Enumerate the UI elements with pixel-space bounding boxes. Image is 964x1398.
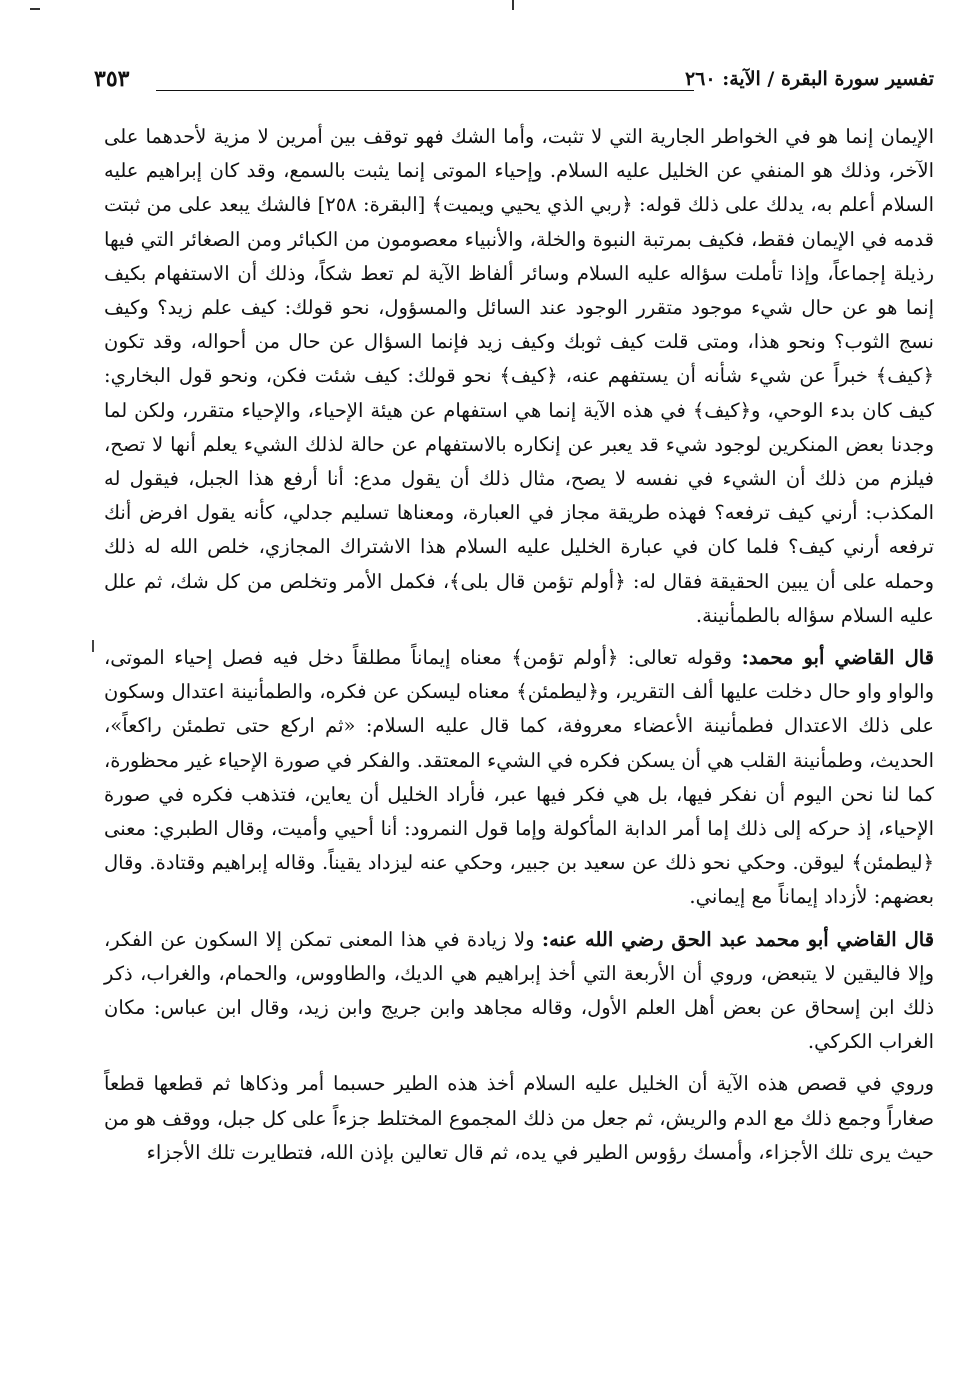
page-header (94, 62, 934, 96)
header-rule (156, 90, 694, 91)
paragraph-text: وقوله تعالى: ﴿أولم تؤمن﴾ معناه إيماناً مطلقاً دخل فيه فصل إحياء الموتى، والواو واو حال دخلت عليها ألف التقرير، و﴿ليطمئن﴾ معناه ليسكن عن فكره، والطمأنينة اعتدال وسكون على ذلك الاعتدال فطمأنينة الأعضاء معروفة، كما قال عليه السلام: «ثم اركع حتى تطمئن راكعاً»، الحديث، وطمأنينة القلب هي أن يسكن فكره في الشيء المعتقد. والفكر في صورة الإحياء غير محظورة، كما لنا نحن اليوم أن نفكر فيها، بل هي فكر فيها عبر، فأراد الخليل أن يعاين، فتذهب فكره في صورة الإحياء، إذ حركه إلى ذلك إما أمر الدابة المأكولة وإما قول النمرود: أنا أحيي وأميت، وقال الطبري: معنى ﴿ليطمئن﴾ ليوقن. وحكي نحو ذلك عن سعيد بن جبير، وحكي عنه ليزداد يقيناً. وقاله إبراهيم وقتادة. وقال بعضهم: لأزداد إيماناً مع إيماني. (104, 646, 934, 909)
paragraph (104, 120, 934, 633)
paragraph-text: وروي في قصص هذه الآية أن الخليل عليه السلام أخذ هذه الطير حسبما أمر وذكاها ثم قطعها قطعاً صغاراً وجمع ذلك مع الدم والريش، ثم جعل من ذلك المجموع المختلط جزءاً على كل جبل، ووقف هو من حيث يرى تلك الأجزاء، وأمسك رؤوس الطير في يده، ثم قال تعالين بإذن الله، فتطايرت تلك الأجزاء (104, 1072, 934, 1164)
speaker-label: قال القاضي أبو محمد: (741, 646, 934, 670)
paragraph (104, 641, 934, 915)
speaker-label: قال القاضي أبو محمد عبد الحق رضي الله عنه: (541, 927, 935, 951)
page-number: ٣٥٣ (94, 66, 130, 92)
running-title: تفسير سورة البقرة / الآية: ٢٦٠ (684, 68, 934, 90)
paragraph (104, 923, 934, 1060)
scan-mark (30, 8, 40, 10)
paragraph (104, 1067, 934, 1170)
paragraph-text: ولا زيادة في هذا المعنى تمكن إلا السكون عن الفكر، وإلا فاليقين لا يتبعض، وروي أن الأربعة التي أخذ إبراهيم هي الديك، والطاووس، والحمام، والغراب، ذكر ذلك ابن إسحاق عن بعض أهل العلم الأول، وقاله مجاهد وابن جريج وابن زيد، وقال ابن عباس: مكان الغراب الكركي. (104, 927, 934, 1054)
scan-mark (92, 640, 94, 652)
page-body (104, 120, 934, 1170)
paragraph-text: الإيمان إنما هو في الخواطر الجارية التي لا تثبت، وأما الشك فهو توقف بين أمرين لا مزية لأحدهما على الآخر، وذلك هو المنفي عن الخليل عليه السلام. وإحياء الموتى إنما يثبت بالسمع، وقد كان إبراهيم عليه السلام أعلم به، يدلك على ذلك قوله: ﴿ربي الذي يحيي ويميت﴾ [البقرة: ٢٥٨] فالشك يبعد على من ثبتت قدمه في الإيمان فقط، فكيف بمرتبة النبوة والخلة، والأنبياء معصومون من الكبائر ومن الصغائر التي فيها رذيلة إجماعاً، وإذا تأملت سؤاله عليه السلام وسائر ألفاظ الآية لم تعط شكاً، وذلك أن الاستفهام بكيف إنما هو عن حال شيء موجود متقرر الوجود عند السائل والمسؤول، نحو قولك: كيف علم زيد؟ وكيف نسج الثوب؟ ونحو هذا، ومتى قلت كيف ثوبك وكيف زيد فإنما السؤال عن حال من أحواله، وقد تكون ﴿كيف﴾ خبراً عن شيء شأنه أن يستفهم عنه، ﴿كيف﴾ نحو قولك: كيف شئت فكن، ونحو قول البخاري: كيف كان بدء الوحي، و﴿كيف﴾ في هذه الآية إنما هي استفهام عن هيئة الإحياء، والإحياء متقرر، ولكن لما وجدنا بعض المنكرين لوجود شيء قد يعبر عن إنكاره بالاستفهام عن حالة لذلك الشيء يعلم أنها لا تصح، فيلزم من ذلك أن الشيء في نفسه لا يصح، مثال ذلك أن يقول مدع: أنا أرفع هذا الجبل، فيقول له المكذب: أرني كيف ترفعه؟ فهذه طريقة مجاز في العبارة، ومعناها تسليم جدلي، كأنه يقول افرض أنك ترفعه أرني كيف؟ فلما كان في عبارة الخليل عليه السلام هذا الاشتراك المجازي، خلص الله له ذلك وحمله على أن يبين الحقيقة فقال له: ﴿أولم تؤمن قال بلى﴾، فكمل الأمر وتخلص من كل شك، ثم علل عليه السلام سؤاله بالطمأنينة. (104, 125, 934, 627)
scan-mark (512, 0, 514, 10)
